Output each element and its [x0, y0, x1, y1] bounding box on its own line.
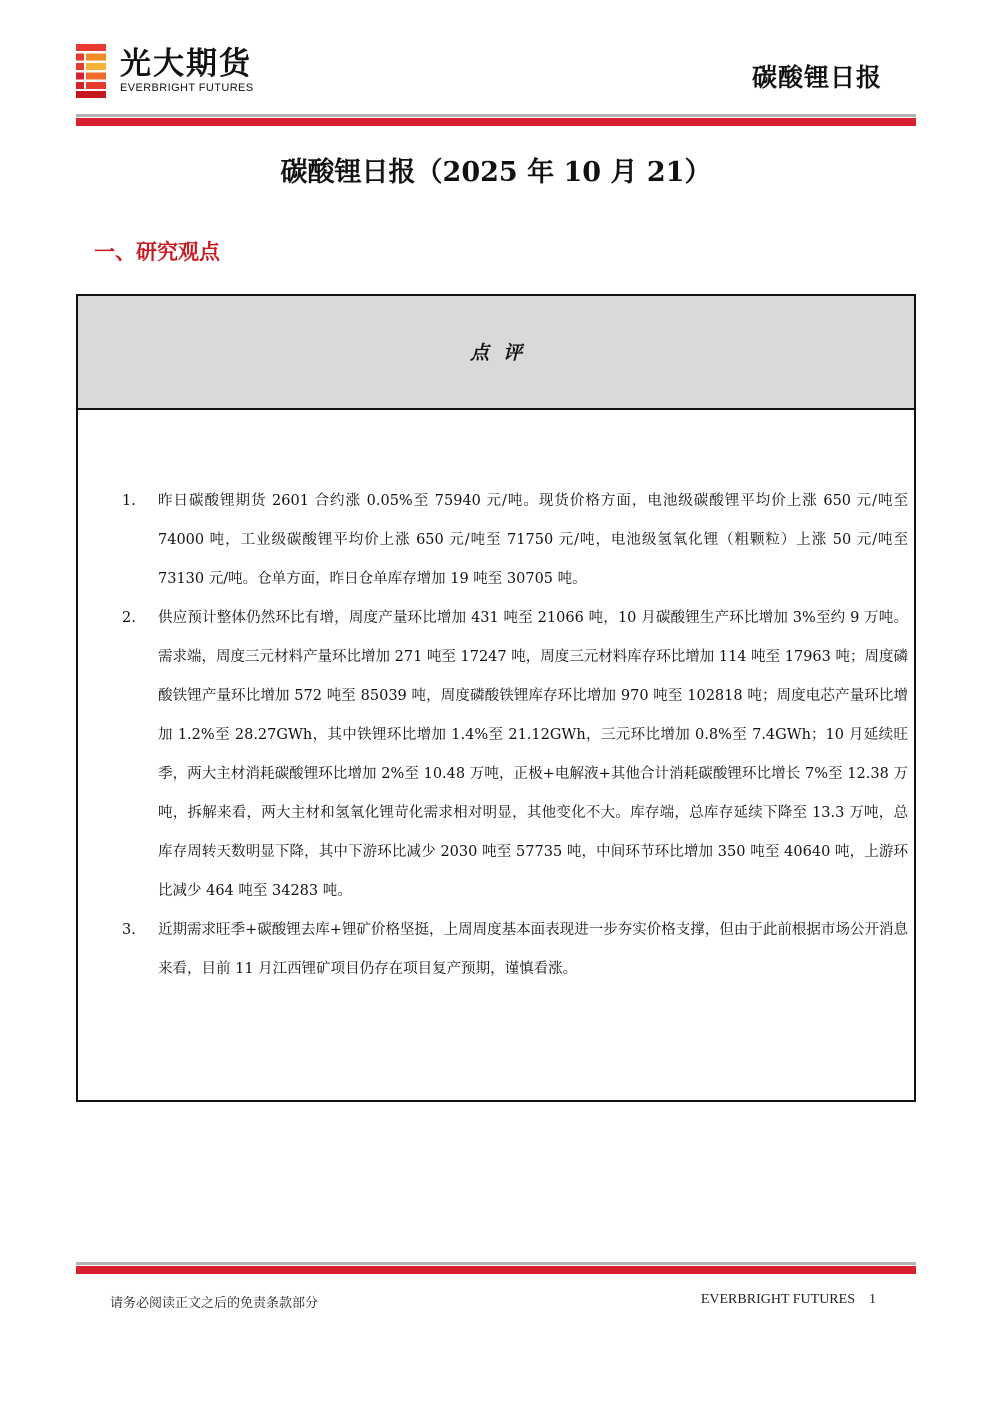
footer-divider-gray	[76, 1262, 916, 1265]
comment-box	[76, 294, 916, 1102]
comment-item-number: 2.	[122, 610, 136, 626]
comment-item-text: 昨日碳酸锂期货 2601 合约涨 0.05%至 75940 元/吨。现货价格方面，电池级碳酸锂平均价上涨 650 元/吨至 74000 吨，工业级碳酸锂平均价上涨 650 元/吨至 71750 元/吨，电池级氢氧化锂（粗颗粒）上涨 50 元/吨至 73130 元/吨。仓单方面，昨日仓单库存增加 19 吨至 30705 吨。	[158, 493, 908, 587]
logo-chinese-name: 光大期货	[120, 46, 252, 82]
comment-item-text: 供应预计整体仍然环比有增，周度产量环比增加 431 吨至 21066 吨，10 月碳酸锂生产环比增加 3%至约 9 万吨。需求端，周度三元材料产量环比增加 271 吨至 17247 吨，周度三元材料库存环比增加 114 吨至 17963 吨；周度磷酸铁锂产量环比增加 572 吨至 85039 吨，周度磷酸铁锂库存环比增加 970 吨至 102818 吨；周度电芯产量环比增加 1.2%至 28.27GWh，其中铁锂环比增加 1.4%至 21.12GWh，三元环比增加 0.8%至 7.4GWh；10 月延续旺季，两大主材消耗碳酸锂环比增加 2%至 10.48 万吨，正极+电解液+其他合计消耗碳酸锂环比增长 7%至 12.38 万吨，拆解来看，两大主材和氢氧化锂苛化需求相对明显，其他变化不大。库存端，总库存延续下降至 13.3 万吨，总库存周转天数明显下降，其中下游环比减少 2030 吨至 57735 吨，中间环节环比增加 350 吨至 40640 吨，上游环比减少 464 吨至 34283 吨。	[158, 610, 908, 899]
comment-item-number: 3.	[122, 922, 136, 938]
comment-box-heading: 点评	[469, 342, 536, 364]
footer-divider-red	[76, 1266, 916, 1274]
page-number: 1	[869, 1292, 876, 1307]
comment-item-number: 1.	[122, 493, 136, 509]
comment-item	[78, 482, 914, 599]
footer-brand: EVERBRIGHT FUTURES	[700, 1292, 855, 1307]
comment-item	[78, 599, 914, 911]
comment-box-header	[78, 296, 914, 410]
report-type-label: 碳酸锂日报	[751, 63, 882, 92]
section-heading: 一、研究观点	[94, 239, 220, 264]
footer-disclaimer: 请务必阅读正文之后的免责条款部分	[110, 1296, 319, 1311]
comment-list	[78, 482, 914, 989]
comment-item	[78, 911, 914, 989]
header-divider-gray	[76, 114, 916, 117]
comment-item-text: 近期需求旺季+碳酸锂去库+锂矿价格坚挺，上周周度基本面表现进一步夯实价格支撑，但由于此前根据市场公开消息来看，目前 11 月江西锂矿项目仍存在项目复产预期，谨慎看涨。	[158, 922, 908, 977]
footer-brand-block	[701, 1292, 876, 1308]
logo-mark-icon	[76, 44, 106, 98]
document-title: 碳酸锂日报（2025 年 10 月 21）	[280, 157, 712, 188]
logo-english-name: EVERBRIGHT FUTURES	[120, 82, 254, 94]
header-divider-red	[76, 118, 916, 126]
company-logo	[76, 44, 306, 98]
